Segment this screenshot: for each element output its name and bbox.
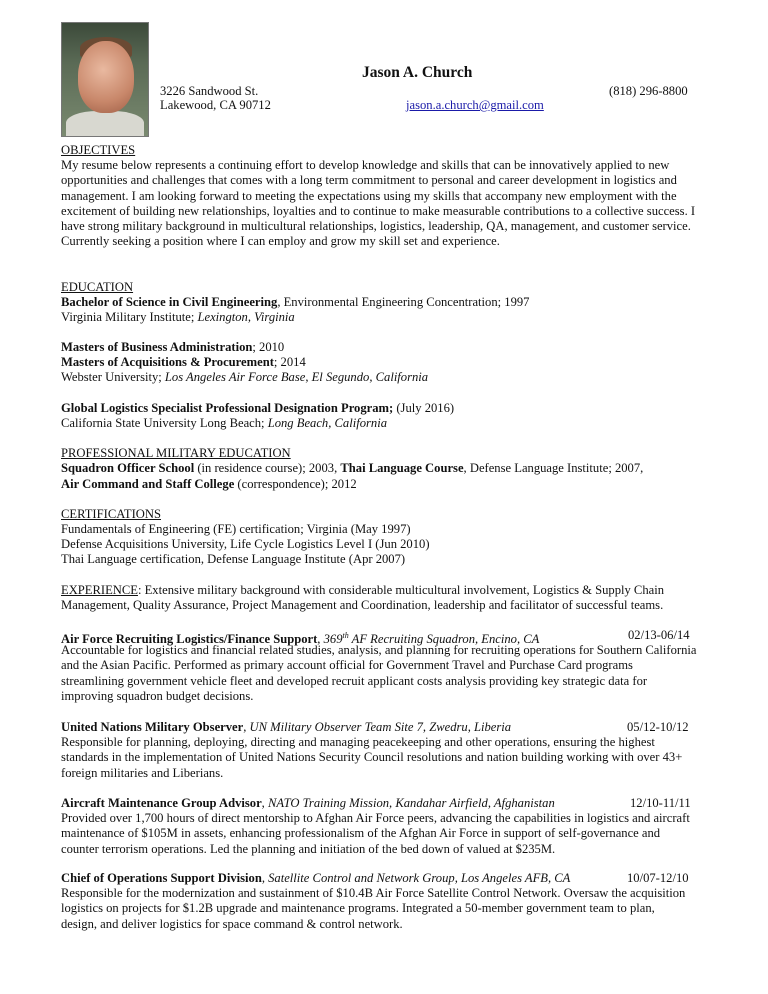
job-sep: , (243, 720, 250, 734)
pme-line-1 (61, 461, 643, 476)
job-sep: , (261, 796, 268, 810)
job-title-line (61, 796, 555, 811)
education-vmi-line (61, 310, 295, 325)
certification-item: Fundamentals of Engineering (FE) certification; Virginia (May 1997) (61, 522, 411, 536)
thai-title: Thai Language Course (340, 461, 464, 475)
job-dates: 05/12-10/12 (627, 720, 689, 734)
certification-item: Defense Acquisitions University, Life Cycle Logistics Level I (Jun 2010) (61, 537, 430, 551)
map-year: ; 2014 (273, 355, 306, 369)
phone-number: (818) 296-8800 (609, 84, 688, 98)
glsp-title: Global Logistics Specialist Professional Designation Program; (61, 401, 394, 415)
job-org-sup: th (342, 631, 349, 640)
objectives-text: My resume below represents a continuing effort to develop knowledge and skills that can be innovatively applied to new opportunities and challenges that comes with a long term commitment to personal and career development in logistics and management. I am looking forward to meeting the expectations using my skills that accompany new employment with the excitement of building new relationships, loyalties and to continue to make measurable contributions to a collective success. I have strong military background in multicultural relationships, logistics, leadership, QA, management, and customer service. Currently seeking a position where I can employ and grow my skill set and experience. (61, 158, 696, 249)
education-heading: EDUCATION (61, 280, 134, 294)
vmi-school: Virginia Military Institute; (61, 310, 198, 324)
experience-summary-text: : Extensive military background with considerable multicultural involvement, Logistics & Supply Chain Management, Quality Assurance, Project Management and Coordination, leadership and facilitator of successful teams. (61, 583, 665, 613)
acsc-title: Air Command and Staff College (61, 477, 235, 491)
job-title-line (61, 871, 570, 886)
education-mba-line (61, 340, 284, 355)
job-org: Satellite Control and Network Group, Los Angeles AFB, CA (268, 871, 571, 885)
map-degree: Masters of Acquisitions & Procurement (61, 355, 274, 369)
job-org: AF Recruiting Squadron, Encino, CA (348, 632, 540, 647)
webster-sep: , (305, 370, 312, 384)
vmi-location: Lexington, Virginia (197, 310, 295, 324)
objectives-heading: OBJECTIVES (61, 143, 136, 157)
job-description: Responsible for planning, deploying, directing and managing peacekeeping and other operations, ensuring the highest standards in the implementation of United Nations Security Council resolutions and nation building working with over 43+ foreign militaries and Liberians. (61, 735, 683, 780)
certification-item: Thai Language certification, Defense Language Institute (Apr 2007) (61, 552, 406, 566)
job-title: Air Force Recruiting Logistics/Finance Support (61, 632, 318, 647)
photo-face (78, 41, 134, 113)
pme-line-2 (61, 477, 357, 492)
education-webster-line (61, 370, 428, 385)
job-description: Accountable for logistics and financial related studies, analysis, and planning for recruiting operations for Southern California and the Asian Pacific. Performed as primary account official for Government Travel and Purchase Card programs streamlining government vehicle fleet and developed recruit applicant costs analysis providing key strategic data for improving squadron budget decisions. (61, 643, 697, 703)
webster-location-2: El Segundo, California (311, 370, 429, 384)
job-title: Chief of Operations Support Division (61, 871, 262, 885)
job-title: United Nations Military Observer (61, 720, 244, 734)
webster-location-1: Los Angeles Air Force Base (164, 370, 306, 384)
job-title: Aircraft Maintenance Group Advisor (61, 796, 262, 810)
sos-title: Squadron Officer School (61, 461, 195, 475)
address-line-1: 3226 Sandwood St. (160, 84, 259, 98)
job-dates: 02/13-06/14 (628, 628, 690, 642)
experience-heading: EXPERIENCE (61, 583, 138, 597)
job-sep: , (317, 632, 324, 647)
job-title-line (61, 720, 511, 735)
csulb-location: Long Beach, California (267, 416, 387, 430)
sos-detail: (in residence course); 2003, (194, 461, 341, 475)
education-map-line (61, 355, 306, 370)
job-description: Provided over 1,700 hours of direct mentorship to Afghan Air Force peers, advancing the capabilities in logistics and aircraft maintenance of $105M in assets, enhancing professionalism of the Afghan Air Force in support of self-governance and counter terrorism operations. Led the planning and initiation of the bed down of valued at $235M. (61, 811, 690, 856)
pme-heading: PROFESSIONAL MILITARY EDUCATION (61, 446, 291, 460)
bs-detail: , Environmental Engineering Concentration; 1997 (277, 295, 530, 309)
photo-shirt (66, 111, 144, 137)
job-org-prefix: 369 (323, 632, 343, 647)
job-org: NATO Training Mission, Kandahar Airfield, Afghanistan (267, 796, 555, 810)
thai-detail: , Defense Language Institute; 2007, (463, 461, 644, 475)
acsc-detail: (correspondence); 2012 (234, 477, 357, 491)
email-link[interactable]: jason.a.church@gmail.com (406, 98, 544, 112)
bs-degree: Bachelor of Science in Civil Engineering (61, 295, 278, 309)
job-dates: 12/10-11/11 (630, 796, 691, 810)
mba-year: ; 2010 (252, 340, 285, 354)
job-description: Responsible for the modernization and sustainment of $10.4B Air Force Satellite Control Network. Oversaw the acquisition logistics on projects for $1.2B upgrade and maintenance programs. Integrated a 50-member government team to plan, design, and deliver logistics for space command & control network. (61, 886, 686, 931)
address-line-2: Lakewood, CA 90712 (160, 98, 271, 112)
webster-school: Webster University; (61, 370, 165, 384)
candidate-name: Jason A. Church (362, 64, 473, 81)
glsp-date: (July 2016) (393, 401, 455, 415)
csulb-school: California State University Long Beach; (61, 416, 268, 430)
education-glsp-line (61, 401, 454, 416)
education-bs-line (61, 295, 529, 310)
mba-degree: Masters of Business Administration (61, 340, 253, 354)
certifications-heading: CERTIFICATIONS (61, 507, 161, 521)
education-csulb-line (61, 416, 387, 431)
experience-summary (61, 583, 701, 614)
profile-photo (61, 22, 149, 137)
job-sep: , (261, 871, 269, 885)
job-org: UN Military Observer Team Site 7, Zwedru, Liberia (249, 720, 512, 734)
job-dates: 10/07-12/10 (627, 871, 689, 885)
